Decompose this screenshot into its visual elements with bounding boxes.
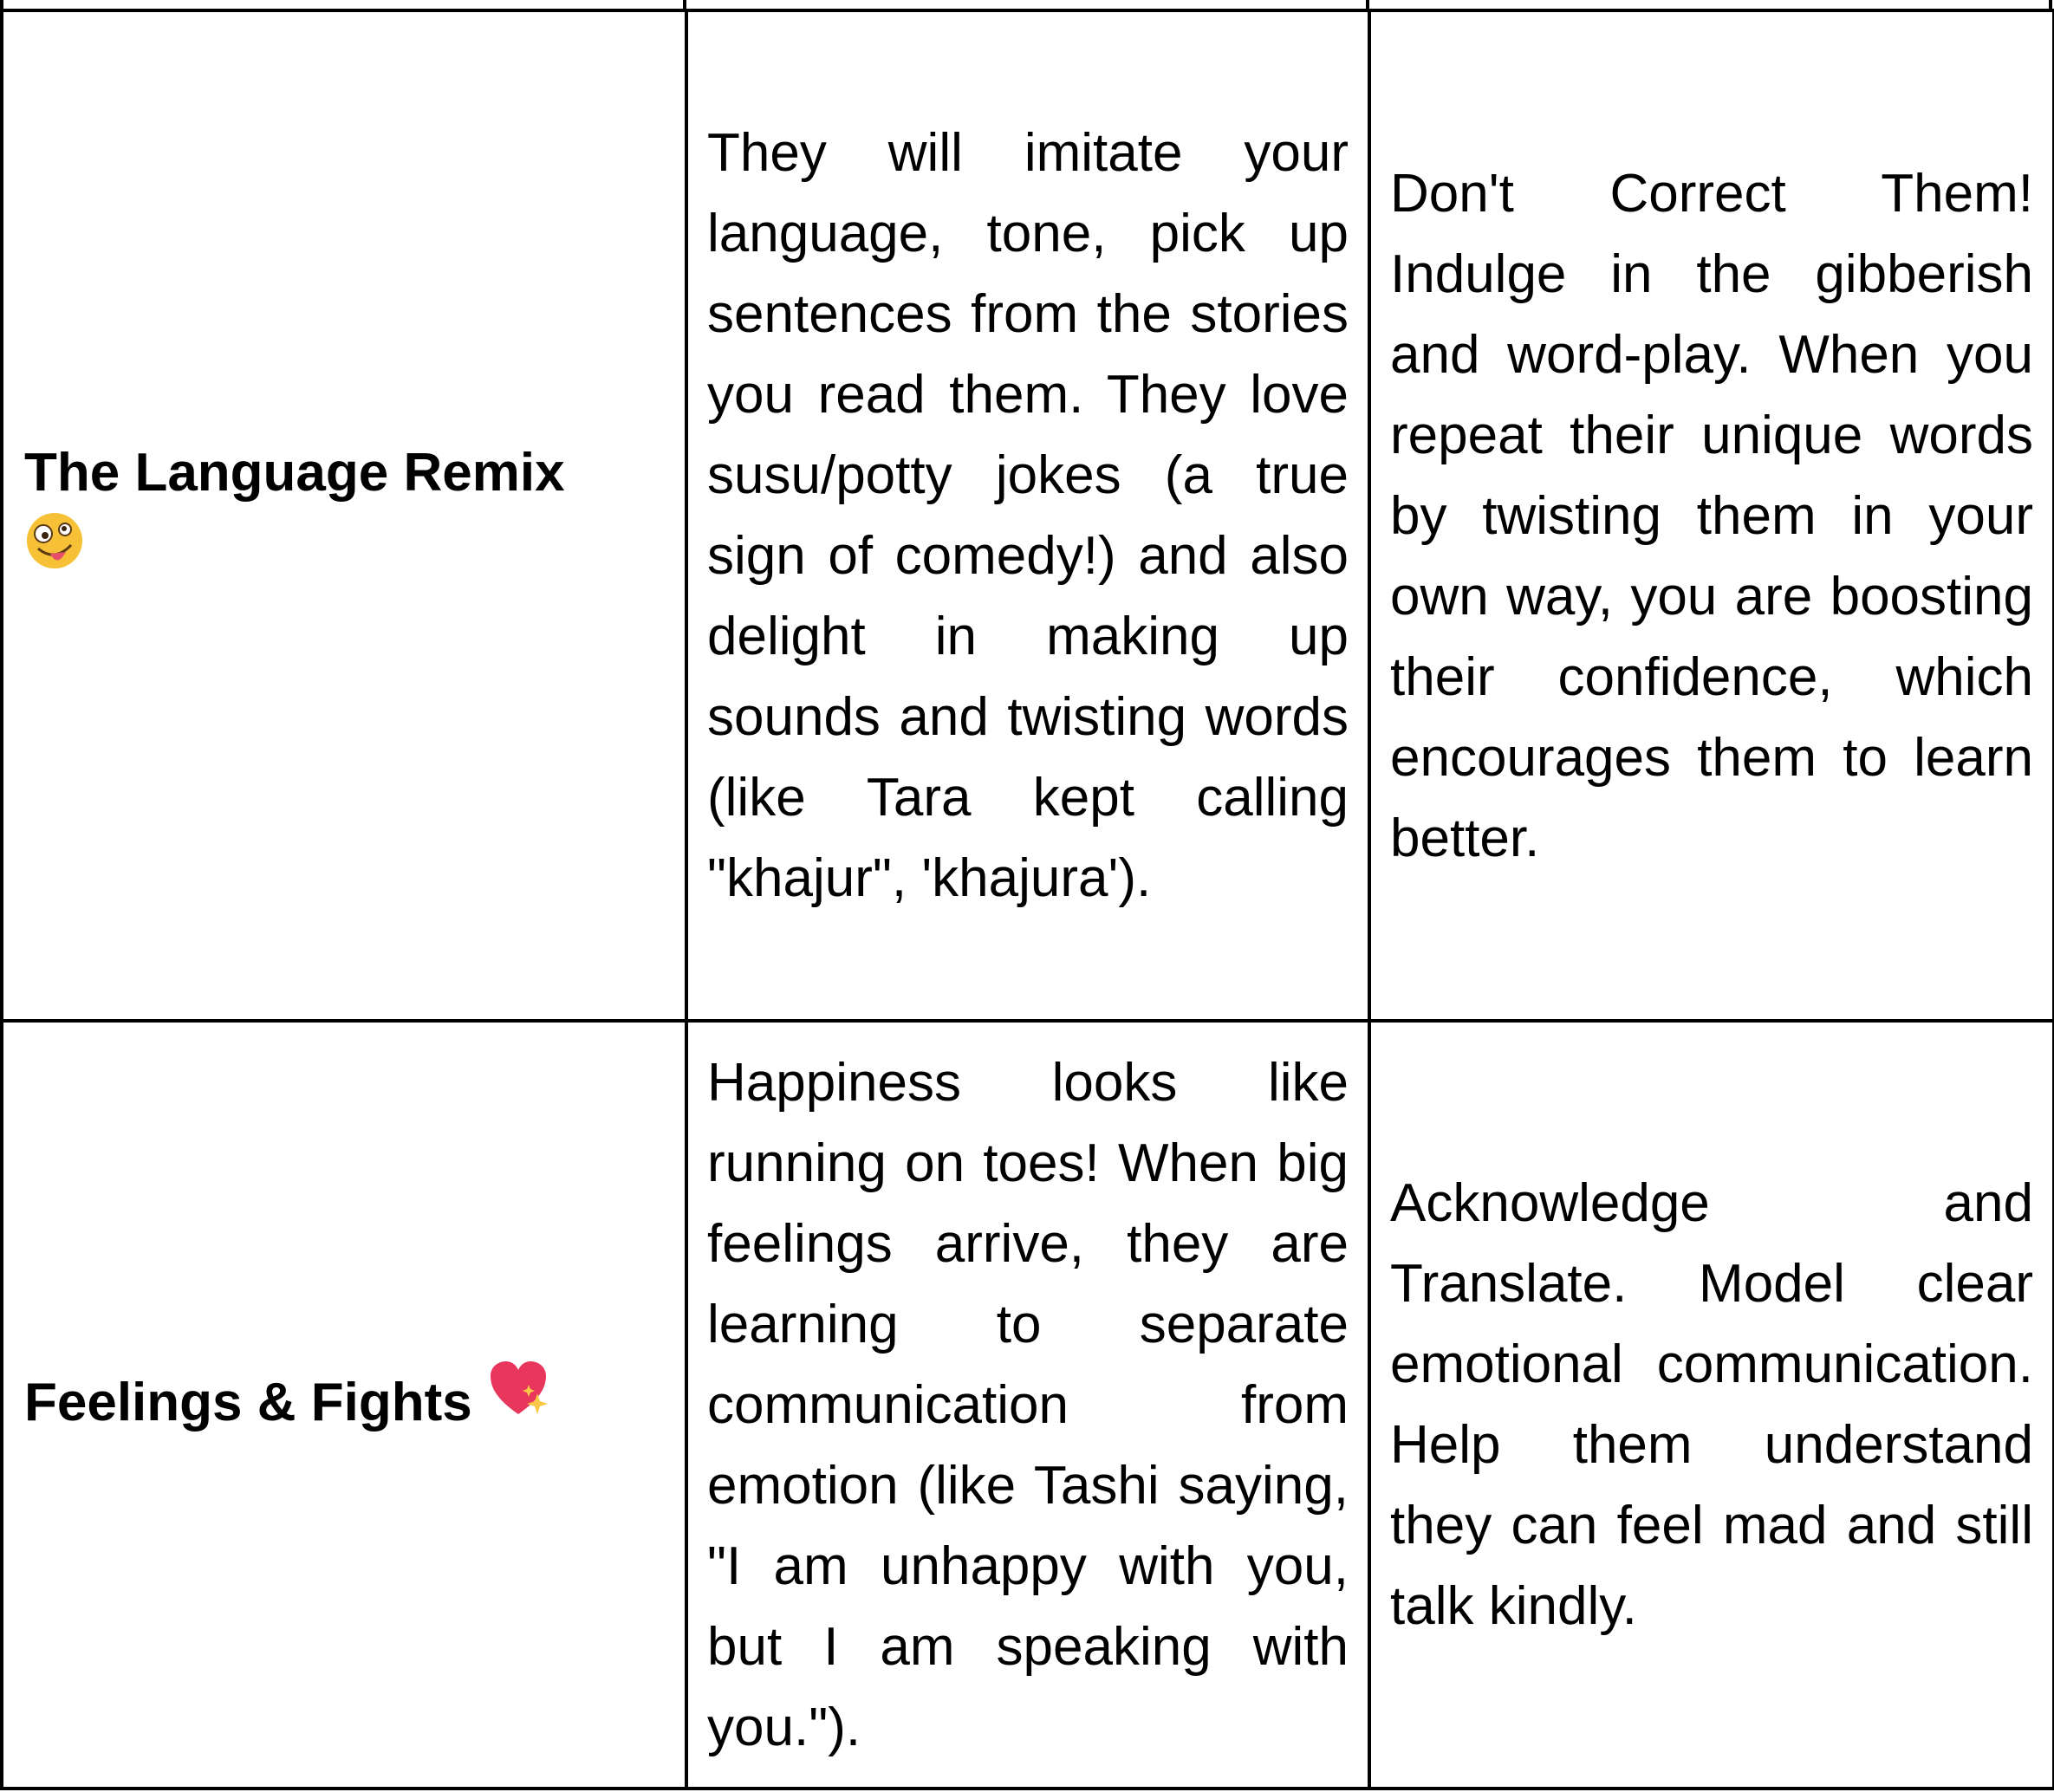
zany-face-icon xyxy=(24,510,85,594)
topic-cell xyxy=(2,10,686,1021)
behavior-cell: Happiness looks like running on toes! When big feelings arrive, they are learning to separate communication from emotion (like Tashi saying, "I am unhappy with you, but I am speaking with you."). xyxy=(686,1021,1369,1789)
behavior-cell: They will imitate your language, tone, pick up sentences from the stories you read them. They love susu/potty jokes (a true sign of comedy!) and also delight in making up sounds and twisting words (like Tara kept calling "khajur", 'khajura'). xyxy=(686,10,1369,1021)
topic-label: The Language Remix xyxy=(24,443,565,503)
table-row xyxy=(2,1021,2054,1789)
response-cell: Don't Correct Them! Indulge in the gibberish and word-play. When you repeat their unique words by twisting them in your own way, you are boosting their confidence, which encourages them to learn better. xyxy=(1369,10,2054,1021)
topic-label: Feelings & Fights xyxy=(24,1372,472,1432)
topic-cell xyxy=(2,1021,686,1789)
sparkling-heart-icon xyxy=(487,1359,553,1442)
table-row xyxy=(2,10,2054,1021)
response-cell: Acknowledge and Translate. Model clear emotional communication. Help them understand they can feel mad and still talk kindly. xyxy=(1369,1021,2054,1789)
parenting-table xyxy=(0,9,2054,1790)
